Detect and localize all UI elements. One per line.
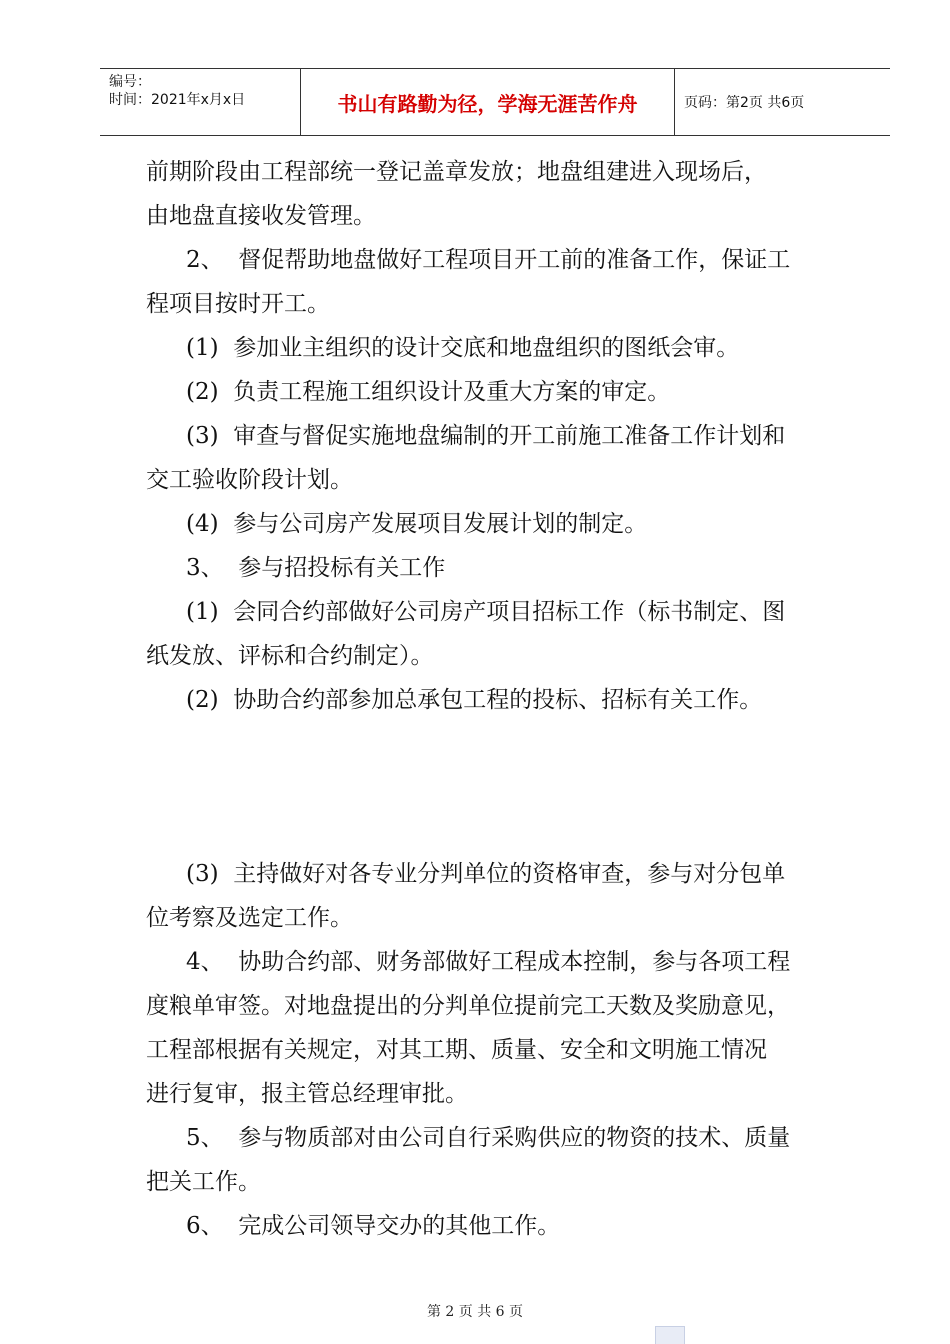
watermark-tab <box>655 1326 685 1344</box>
paragraph-text: 工程部根据有关规定，对其工期、质量、安全和文明施工情况 <box>146 1037 767 1063</box>
paragraph-line <box>146 502 856 546</box>
item-number: (4) <box>186 511 219 537</box>
paragraph-text: 参与公司房产发展项目发展计划的制定。 <box>233 511 648 537</box>
item-number: 3、 <box>186 555 224 581</box>
paragraph-line <box>146 940 856 984</box>
item-number: (1) <box>186 599 219 625</box>
paragraph-text: 程项目按时开工。 <box>146 291 330 317</box>
paragraph-text: 纸发放、评标和合约制定）。 <box>146 643 434 669</box>
paragraph-text: 进行复审，报主管总经理审批。 <box>146 1081 468 1107</box>
paragraph-line <box>146 1116 856 1160</box>
paragraph-line <box>146 150 856 194</box>
paragraph-line <box>146 326 856 370</box>
paragraph-text: 审查与督促实施地盘编制的开工前施工准备工作计划和 <box>233 423 786 449</box>
paragraph-line <box>146 458 856 502</box>
paragraph-text: 主持做好对各专业分判单位的资格审查，参与对分包单 <box>233 861 786 887</box>
item-number: 2、 <box>186 247 224 273</box>
item-number: 5、 <box>186 1125 224 1151</box>
paragraph-text: 参与物质部对由公司自行采购供应的物资的技术、质量 <box>238 1125 791 1151</box>
header-motto: 书山有路勤为径，学海无涯苦作舟 <box>301 69 675 135</box>
item-number: 4、 <box>186 949 224 975</box>
paragraph-line <box>146 1204 856 1248</box>
paragraph-text: 前期阶段由工程部统一登记盖章发放；地盘组建进入现场后， <box>146 159 767 185</box>
paragraph-line <box>146 1160 856 1204</box>
paragraph-line <box>146 984 856 1028</box>
paragraph-text: 参加业主组织的设计交底和地盘组织的图纸会审。 <box>233 335 740 361</box>
paragraph-line <box>146 896 856 940</box>
paragraph-line <box>146 546 856 590</box>
header-meta <box>100 69 301 135</box>
header-page-info: 页码：第2页 共6页 <box>684 95 805 111</box>
document-header <box>100 68 890 136</box>
item-number: (3) <box>186 423 219 449</box>
paragraph-line <box>146 590 856 634</box>
paragraph-text: 负责工程施工组织设计及重大方案的审定。 <box>233 379 671 405</box>
paragraph-text: 协助合约部参加总承包工程的投标、招标有关工作。 <box>233 687 763 713</box>
document-body <box>146 150 856 1248</box>
item-number: (2) <box>186 379 219 405</box>
item-number: (3) <box>186 861 219 887</box>
paragraph-text: 位考察及选定工作。 <box>146 905 353 931</box>
paragraph-line <box>146 414 856 458</box>
paragraph-line <box>146 370 856 414</box>
paragraph-text: 把关工作。 <box>146 1169 261 1195</box>
paragraph-text: 会同合约部做好公司房产项目招标工作（标书制定、图 <box>233 599 786 625</box>
item-number: 6、 <box>186 1213 224 1239</box>
paragraph-text: 参与招投标有关工作 <box>238 555 446 581</box>
paragraph-line <box>146 282 856 326</box>
time-label: 时间：2021年x月x日 <box>109 92 246 108</box>
paragraph-line <box>146 678 856 722</box>
paragraph-line <box>146 194 856 238</box>
paragraph-line <box>146 852 856 896</box>
page-footer: 第 2 页 共 6 页 <box>426 1304 524 1320</box>
number-label: 编号： <box>109 74 151 90</box>
page-gap <box>146 722 856 852</box>
paragraph-text: 度粮单审签。对地盘提出的分判单位提前完工天数及奖励意见， <box>146 993 790 1019</box>
paragraph-text: 由地盘直接收发管理。 <box>146 203 376 229</box>
paragraph-text: 交工验收阶段计划。 <box>146 467 353 493</box>
item-number: (1) <box>186 335 219 361</box>
paragraph-text: 协助合约部、财务部做好工程成本控制，参与各项工程 <box>238 949 791 975</box>
paragraph-text: 完成公司领导交办的其他工作。 <box>238 1213 561 1239</box>
item-number: (2) <box>186 687 219 713</box>
paragraph-text: 督促帮助地盘做好工程项目开工前的准备工作，保证工 <box>238 247 791 273</box>
paragraph-line <box>146 1072 856 1116</box>
paragraph-line <box>146 238 856 282</box>
paragraph-line <box>146 1028 856 1072</box>
paragraph-line <box>146 634 856 678</box>
